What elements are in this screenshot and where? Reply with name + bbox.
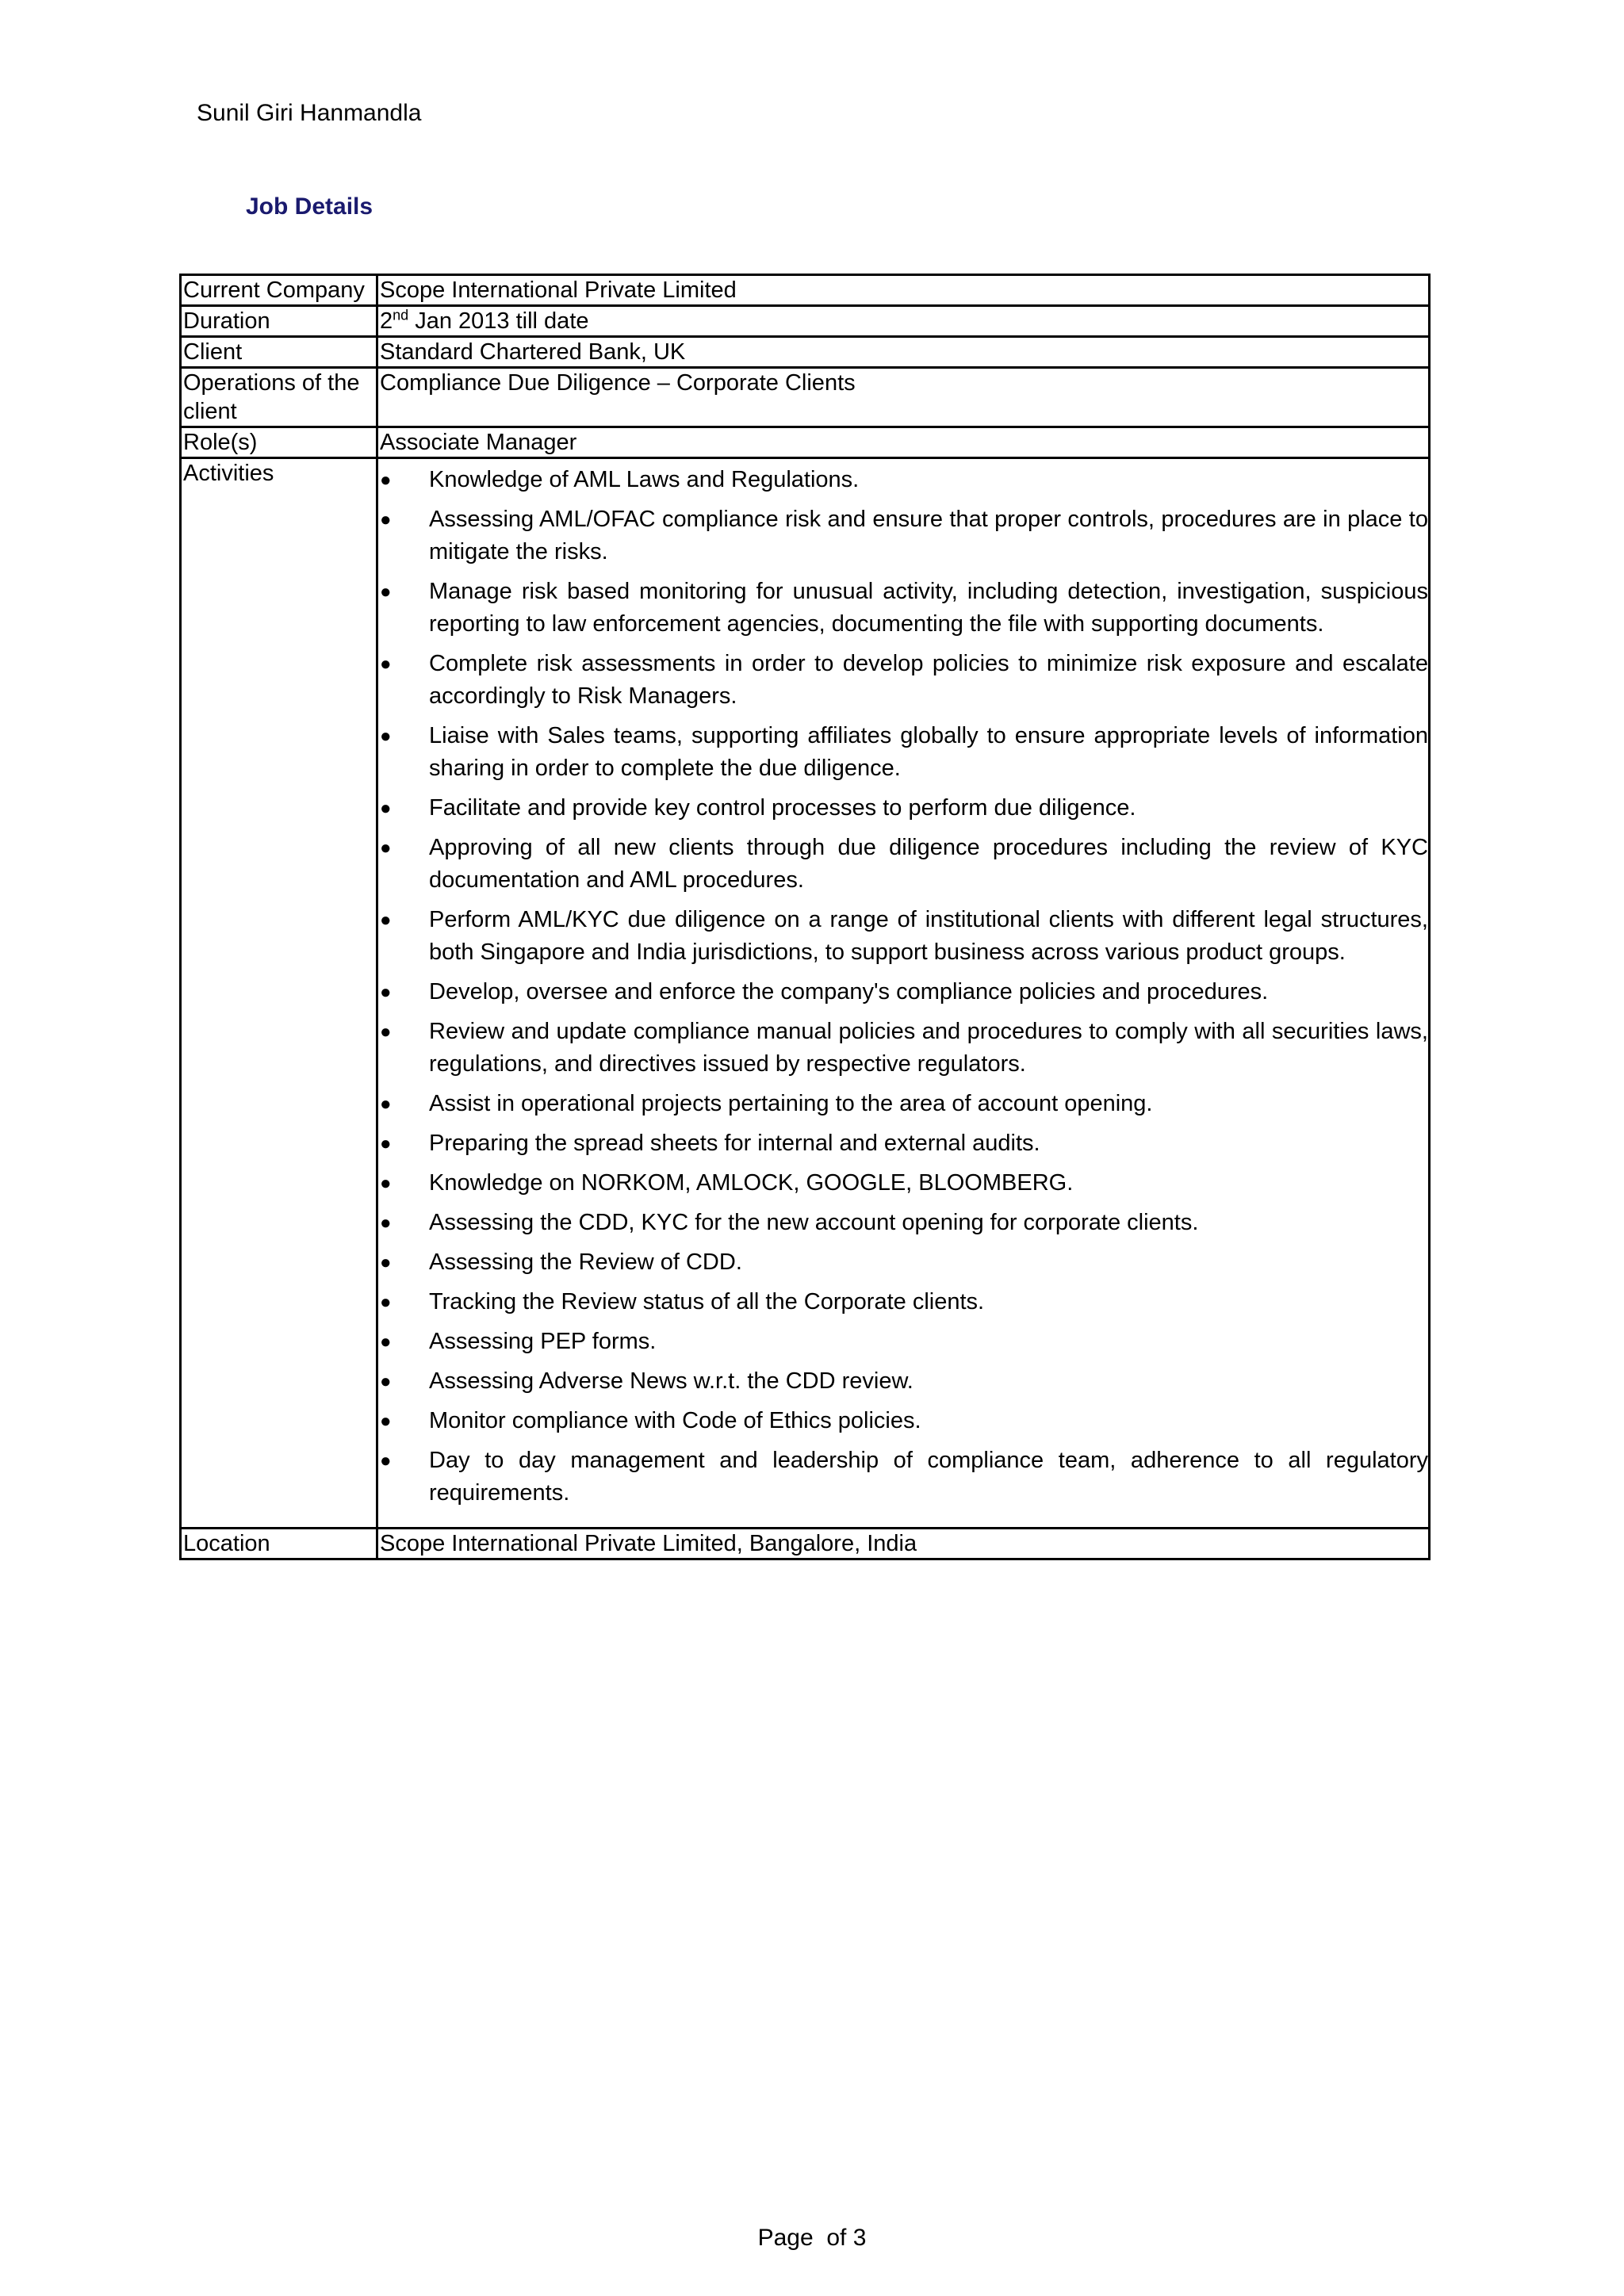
section-title: Job Details: [246, 193, 373, 220]
bullet-icon: ●: [380, 725, 392, 747]
table-row: [181, 368, 1430, 427]
roles-value: Associate Manager: [377, 427, 1430, 458]
table-row: [181, 1529, 1430, 1559]
activity-text: Assessing Adverse News w.r.t. the CDD review.: [429, 1368, 914, 1394]
header-name: Sunil Giri Hanmandla: [197, 100, 422, 126]
duration-rest: Jan 2013 till date: [408, 308, 589, 334]
bullet-icon: ●: [380, 1133, 392, 1154]
list-item: [380, 1286, 1428, 1318]
activity-text: Perform AML/KYC due diligence on a range of institutional clients with different legal structures, both Singapore and India jurisdictions, to support business across various product groups.: [429, 907, 1428, 965]
activity-text: Preparing the spread sheets for internal and external audits.: [429, 1131, 1040, 1156]
table-row: [181, 337, 1430, 368]
job-details-table: [179, 274, 1431, 1560]
list-item: [380, 1167, 1428, 1200]
bullet-icon: ●: [380, 1292, 392, 1313]
list-item: [380, 1326, 1428, 1358]
activities-label: Activities: [181, 458, 377, 1529]
list-item: [380, 1365, 1428, 1398]
activity-text: Assessing AML/OFAC compliance risk and ensure that proper controls, procedures are in place to mitigate the risks.: [429, 507, 1428, 564]
duration-suffix: nd: [393, 307, 409, 323]
table-row: [181, 458, 1430, 1529]
list-item: [380, 1088, 1428, 1120]
table-row: [181, 306, 1430, 337]
activity-text: Monitor compliance with Code of Ethics policies.: [429, 1408, 921, 1433]
list-item: [380, 1016, 1428, 1081]
list-item: [380, 832, 1428, 897]
location-label: Location: [181, 1529, 377, 1559]
client-value: Standard Chartered Bank, UK: [377, 337, 1430, 368]
bullet-icon: ●: [380, 798, 392, 819]
activity-text: Assessing the CDD, KYC for the new account opening for corporate clients.: [429, 1210, 1199, 1235]
list-item: [380, 1127, 1428, 1160]
activity-text: Day to day management and leadership of compliance team, adherence to all regulatory requirements.: [429, 1448, 1428, 1506]
activity-text: Assist in operational projects pertaining to the area of account opening.: [429, 1091, 1153, 1116]
operations-value: Compliance Due Diligence – Corporate Clients: [377, 368, 1430, 427]
duration-value: [377, 306, 1430, 337]
bullet-icon: ●: [380, 1410, 392, 1432]
activity-text: Manage risk based monitoring for unusual activity, including detection, investigation, suspicious reporting to law enforcement agencies, documenting the file with supporting documents.: [429, 579, 1428, 637]
activity-text: Facilitate and provide key control processes to perform due diligence.: [429, 795, 1136, 821]
activities-list: [380, 464, 1428, 1510]
bullet-icon: ●: [380, 982, 392, 1003]
list-item: [380, 648, 1428, 713]
bullet-icon: ●: [380, 1252, 392, 1273]
bullet-icon: ●: [380, 1093, 392, 1115]
bullet-icon: ●: [380, 509, 392, 530]
list-item: [380, 1445, 1428, 1510]
activity-text: Liaise with Sales teams, supporting affiliates globally to ensure appropriate levels of information sharing in order to complete the due diligence.: [429, 723, 1428, 781]
current-company-label: Current Company: [181, 275, 377, 306]
bullet-icon: ●: [380, 581, 392, 603]
list-item: [380, 576, 1428, 641]
operations-label: Operations of the client: [181, 368, 377, 427]
duration-label: Duration: [181, 306, 377, 337]
activity-text: Develop, oversee and enforce the company's compliance policies and procedures.: [429, 979, 1269, 1004]
list-item: [380, 1207, 1428, 1239]
bullet-icon: ●: [380, 469, 392, 491]
current-company-value: Scope International Private Limited: [377, 275, 1430, 306]
list-item: [380, 976, 1428, 1008]
roles-label: Role(s): [181, 427, 377, 458]
bullet-icon: ●: [380, 1331, 392, 1353]
list-item: [380, 1246, 1428, 1279]
bullet-icon: ●: [380, 837, 392, 859]
duration-day: 2: [380, 308, 393, 334]
location-value: Scope International Private Limited, Bangalore, India: [377, 1529, 1430, 1559]
bullet-icon: ●: [380, 1450, 392, 1471]
activity-text: Review and update compliance manual policies and procedures to comply with all securities laws, regulations, and directives issued by respective regulators.: [429, 1019, 1428, 1077]
list-item: [380, 464, 1428, 496]
activity-text: Assessing the Review of CDD.: [429, 1249, 742, 1275]
list-item: [380, 904, 1428, 969]
page-number-text: Page of 3: [757, 2225, 867, 2251]
table-row: [181, 427, 1430, 458]
list-item: [380, 503, 1428, 568]
activity-text: Knowledge on NORKOM, AMLOCK, GOOGLE, BLOOMBERG.: [429, 1170, 1074, 1196]
list-item: [380, 792, 1428, 825]
bullet-icon: ●: [380, 1212, 392, 1234]
bullet-icon: ●: [380, 1021, 392, 1043]
activity-text: Assessing PEP forms.: [429, 1329, 657, 1354]
client-label: Client: [181, 337, 377, 368]
table-row: [181, 275, 1430, 306]
activity-text: Knowledge of AML Laws and Regulations.: [429, 467, 860, 492]
bullet-icon: ●: [380, 653, 392, 675]
bullet-icon: ●: [380, 909, 392, 931]
bullet-icon: ●: [380, 1173, 392, 1194]
activity-text: Complete risk assessments in order to develop policies to minimize risk exposure and escalate accordingly to Risk Managers.: [429, 651, 1428, 709]
activity-text: Tracking the Review status of all the Corporate clients.: [429, 1289, 985, 1314]
list-item: [380, 1405, 1428, 1437]
activity-text: Approving of all new clients through due diligence procedures including the review of KYC documentation and AML procedures.: [429, 835, 1428, 893]
list-item: [380, 720, 1428, 785]
page-footer: [0, 2225, 1624, 2252]
bullet-icon: ●: [380, 1371, 392, 1392]
activities-value: [377, 458, 1430, 1529]
